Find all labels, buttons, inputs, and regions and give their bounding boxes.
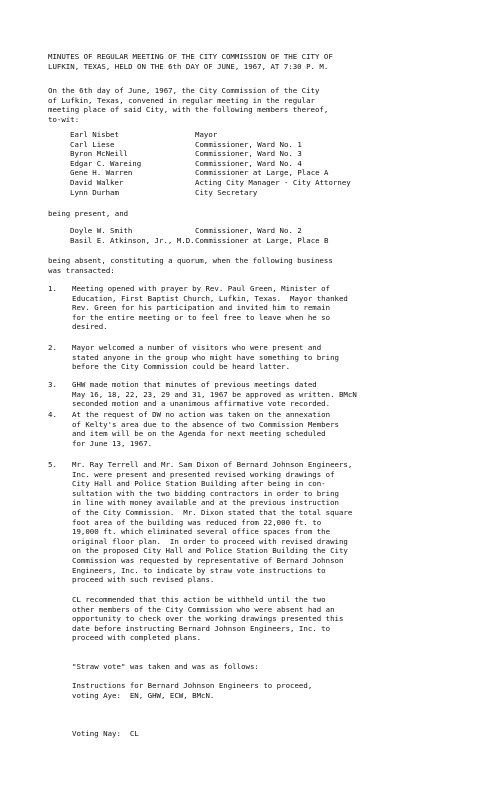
voting-nay-text: Voting Nay: CL <box>72 729 139 738</box>
instructions-paragraph <box>72 681 462 700</box>
item-text <box>72 380 357 409</box>
item-line: of the City Commission. Mr. Dixon stated that the total square <box>72 507 353 517</box>
member-name: Lynn Durham <box>70 187 119 197</box>
absent-members-list <box>70 226 470 245</box>
item-text <box>72 460 352 585</box>
member-name: Doyle W. Smith <box>70 226 133 235</box>
paragraph-line: Instructions for Bernard Johnson Engineers to proceed, <box>72 681 313 690</box>
member-role: Commissioner at Large, Place A <box>195 168 329 178</box>
item-line: seconded motion and a unanimous affirmative vote recorded. <box>72 399 331 409</box>
paragraph-line: date before instructing Bernard Johnson Engineers, Inc. to <box>72 623 331 633</box>
item-number: 1. <box>48 284 57 293</box>
member-name: David Walker <box>70 177 124 187</box>
item-line: and item will be on the Agenda for next meeting scheduled <box>72 429 326 439</box>
item-line: Education, First Baptist Church, Lufkin, Texas. Mayor thanked <box>72 293 348 303</box>
item-line: City Hall and Police Station Building after being in con- <box>72 479 326 489</box>
intro-line: to-wit: <box>48 114 80 124</box>
item-line: Mr. Ray Terrell and Mr. Sam Dixon of Bernard Johnson Engineers, <box>72 460 353 469</box>
item-line: for the entire meeting or to feel free to leave when he so <box>72 312 331 322</box>
intro-line: of Lufkin, Texas, convened in regular meeting in the regular <box>48 95 315 105</box>
item-line: Meeting opened with prayer by Rev. Paul Green, Minister of <box>72 284 331 293</box>
item-number: 4. <box>48 410 57 419</box>
item-line: GHW made motion that minutes of previous meetings dated <box>72 380 317 389</box>
member-name: Basil E. Atkinson, Jr., M.D. <box>70 235 195 245</box>
item-line: Rev. Green for his participation and invited him to remain <box>72 303 331 313</box>
item-line: on the proposed City Hall and Police Station Building the City <box>72 546 348 556</box>
member-row <box>70 226 470 236</box>
item-line: before the City Commission could be heard latter. <box>72 362 291 372</box>
member-row <box>70 130 470 140</box>
member-row <box>70 236 470 246</box>
item-number: 2. <box>48 343 57 352</box>
straw-vote-text: "Straw vote" was taken and was as follows: <box>72 662 259 671</box>
item-text <box>72 410 339 448</box>
intro-paragraph <box>48 86 448 124</box>
item-text <box>72 284 348 332</box>
member-row <box>70 149 470 159</box>
item-line: At the request of DW no action was taken on the annexation <box>72 410 331 419</box>
member-role: Acting City Manager - City Attorney <box>195 177 351 187</box>
item-line: desired. <box>72 322 108 332</box>
member-row <box>70 178 470 188</box>
item-text <box>72 343 339 372</box>
paragraph-line: proceed with completed plans. <box>72 633 202 643</box>
member-role: Commissioner, Ward No. 4 <box>195 158 302 168</box>
paragraph-line: CL recommended that this action be withheld until the two <box>72 595 326 604</box>
member-row <box>70 188 470 198</box>
member-role: Commissioner, Ward No. 2 <box>195 226 302 235</box>
member-role: Mayor <box>195 130 218 139</box>
item-line: May 16, 18, 22, 23, 29 and 31, 1967 be approved as written. BMcN <box>72 389 357 399</box>
paragraph-line: opportunity to check over the working drawings presented this <box>72 614 344 624</box>
paragraph-line: other members of the City Commission who were absent had an <box>72 604 335 614</box>
cl-recommendation-paragraph <box>72 595 462 643</box>
member-row <box>70 140 470 150</box>
member-name: Carl Liese <box>70 139 115 149</box>
intro-line: On the 6th day of June, 1967, the City Commission of the City <box>48 86 320 95</box>
member-name: Byron McNeill <box>70 149 128 159</box>
title-line-1: MINUTES OF REGULAR MEETING OF THE CITY COMMISSION OF THE CITY OF <box>48 52 333 61</box>
item-line: in line with money available and at the previous instruction <box>72 498 339 508</box>
present-members-list <box>70 130 470 197</box>
item-line: Engineers, Inc. to indicate by straw vote instructions to <box>72 565 326 575</box>
member-role: City Secretary <box>195 187 258 197</box>
paragraph-line: voting Aye: EN, GHW, ECW, BMcN. <box>72 690 215 700</box>
member-name: Gene H. Warren <box>70 168 133 178</box>
quorum-paragraph <box>48 256 448 275</box>
item-line: of Kelty's area due to the absence of two Commission Members <box>72 419 339 429</box>
quorum-line: being absent, constituting a quorum, when the following business <box>48 256 333 265</box>
being-present-text: being present, and <box>48 209 129 218</box>
member-role: Commissioner, Ward No. 3 <box>195 149 302 159</box>
item-line: stated anyone in the group who might have something to bring <box>72 352 339 362</box>
member-role: Commissioner, Ward No. 1 <box>195 139 302 149</box>
item-line: sultation with the two bidding contractors in order to bring <box>72 488 339 498</box>
item-number: 5. <box>48 460 57 469</box>
item-number: 3. <box>48 380 57 389</box>
title-line-2: LUFKIN, TEXAS, HELD ON THE 6th DAY OF JUNE, 1967, AT 7:30 P. M. <box>48 61 329 71</box>
member-row <box>70 159 470 169</box>
item-line: 19,000 ft. which eliminated several office spaces from the <box>72 527 331 537</box>
item-line: Commission was requested by representative of Bernard Johnson <box>72 555 344 565</box>
member-role: Commissioner at Large, Place B <box>195 235 329 245</box>
member-name: Earl Nisbet <box>70 130 119 139</box>
item-line: Mayor welcomed a number of visitors who were present and <box>72 343 322 352</box>
quorum-line: was transacted: <box>48 265 115 275</box>
item-line: foot area of the building was reduced from 22,000 ft. to <box>72 517 322 527</box>
item-line: for June 13, 1967. <box>72 438 153 448</box>
item-line: Inc. were present and presented revised working drawings of <box>72 469 335 479</box>
intro-line: meeting place of said City, with the following members thereof, <box>48 105 329 115</box>
minutes-title <box>48 52 448 71</box>
item-line: proceed with such revised plans. <box>72 575 215 585</box>
member-name: Edgar C. Wareing <box>70 158 142 168</box>
item-line: original floor plan. In order to proceed with revised drawing <box>72 536 348 546</box>
member-row <box>70 168 470 178</box>
